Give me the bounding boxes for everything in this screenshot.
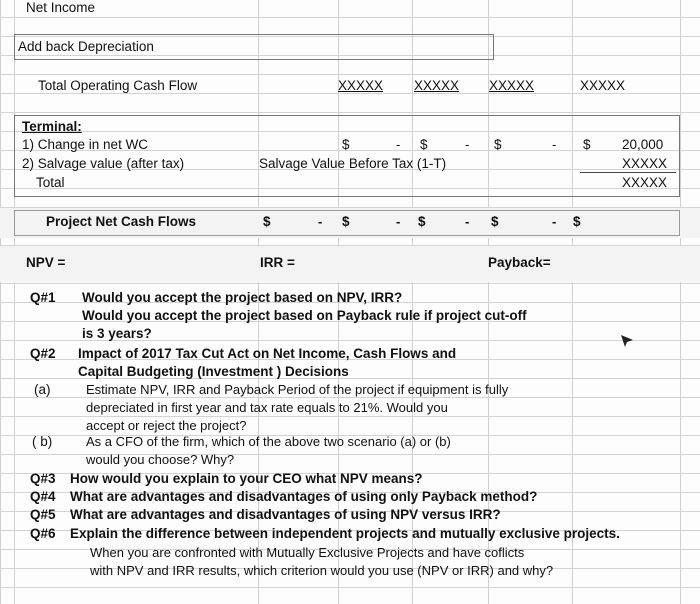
salvage-note: Salvage Value Before Tax (1-T) bbox=[259, 156, 447, 171]
total-underline bbox=[580, 172, 676, 173]
metrics-band bbox=[0, 246, 700, 282]
ocf-year-4: XXXXX bbox=[580, 78, 626, 93]
salvage-after-tax-label: 2) Salvage value (after tax) bbox=[22, 156, 185, 171]
b-label: ( b) bbox=[32, 434, 53, 449]
pncf-dash-4: - bbox=[552, 214, 557, 229]
terminal-heading: Terminal: bbox=[22, 119, 82, 134]
q2-line-2: Capital Budgeting (Investment ) Decisions bbox=[78, 364, 349, 379]
q5-text: What are advantages and disadvantages of using NPV versus IRR? bbox=[70, 507, 501, 522]
a-label: (a) bbox=[34, 382, 51, 397]
payback-label: Payback= bbox=[488, 255, 551, 270]
b-line-1: As a CFO of the firm, which of the above two scenario (a) or (b) bbox=[86, 434, 451, 449]
pncf-dash-3: - bbox=[465, 214, 470, 229]
q1-line-1: Would you accept the project based on NPV, IRR? bbox=[82, 290, 403, 305]
pncf-dollar-2: $ bbox=[342, 214, 350, 229]
q3-text: How would you explain to your CEO what NPV means? bbox=[70, 471, 423, 486]
ocf-year-1: XXXXX bbox=[338, 78, 384, 93]
npv-label: NPV = bbox=[26, 255, 66, 270]
q6-label: Q#6 bbox=[30, 526, 56, 541]
nwc-dollar-3: $ bbox=[494, 137, 502, 152]
pncf-dollar-5: $ bbox=[573, 214, 581, 229]
pncf-dash-1: - bbox=[318, 214, 323, 229]
a-line-2: depreciated in first year and tax rate equals to 21%. Would you bbox=[86, 400, 448, 415]
total-operating-cf-label: Total Operating Cash Flow bbox=[38, 78, 198, 93]
change-nwc-label: 1) Change in net WC bbox=[22, 137, 149, 152]
q3-label: Q#3 bbox=[30, 471, 56, 486]
q1-label: Q#1 bbox=[30, 290, 56, 305]
q4-label: Q#4 bbox=[30, 489, 56, 504]
q6-text: Explain the difference between independent projects and mutually exclusive projects. bbox=[70, 526, 620, 541]
pncf-dollar-3: $ bbox=[418, 214, 426, 229]
net-income-label: Net Income bbox=[26, 0, 96, 15]
irr-label: IRR = bbox=[260, 255, 295, 270]
terminal-total-label: Total bbox=[36, 175, 65, 190]
pncf-dollar-4: $ bbox=[491, 214, 499, 229]
nwc-value: 20,000 bbox=[622, 137, 664, 152]
ocf-year-2: XXXXX bbox=[414, 78, 460, 93]
nwc-dollar-1: $ bbox=[342, 137, 350, 152]
q2-line-1: Impact of 2017 Tax Cut Act on Net Income, Cash Flows and bbox=[78, 346, 457, 361]
ocf-year-3: XXXXX bbox=[489, 78, 535, 93]
pncf-dollar-1: $ bbox=[263, 214, 271, 229]
q5-label: Q#5 bbox=[30, 507, 56, 522]
q1-line-3: is 3 years? bbox=[82, 326, 152, 341]
nwc-dollar-4: $ bbox=[583, 137, 591, 152]
nwc-dash-2: - bbox=[465, 137, 470, 152]
grid-line bbox=[572, 0, 573, 604]
q1-line-2: Would you accept the project based on Payback rule if project cut-off bbox=[82, 308, 527, 323]
terminal-total-value: XXXXX bbox=[622, 175, 668, 190]
b-line-2: would you choose? Why? bbox=[86, 452, 235, 467]
grid-line bbox=[680, 0, 681, 604]
q2-label: Q#2 bbox=[30, 346, 56, 361]
q4-text: What are advantages and disadvantages of using only Payback method? bbox=[70, 489, 538, 504]
pncf-label: Project Net Cash Flows bbox=[46, 214, 197, 229]
nwc-dash-1: - bbox=[396, 137, 401, 152]
nwc-dash-3: - bbox=[552, 137, 557, 152]
add-back-depreciation-label: Add back Depreciation bbox=[18, 39, 154, 54]
q6-line-3: with NPV and IRR results, which criterion would you use (NPV or IRR) and why? bbox=[90, 563, 554, 578]
a-line-1: Estimate NPV, IRR and Payback Period of the project if equipment is fully bbox=[86, 382, 509, 397]
a-line-3: accept or reject the project? bbox=[86, 418, 247, 433]
salvage-value: XXXXX bbox=[622, 156, 668, 171]
grid-line bbox=[14, 0, 15, 604]
q6-line-2: When you are confronted with Mutually Exclusive Projects and have coflicts bbox=[90, 545, 525, 560]
nwc-dollar-2: $ bbox=[420, 137, 428, 152]
cursor-icon bbox=[620, 334, 634, 348]
pncf-dash-2: - bbox=[396, 214, 401, 229]
